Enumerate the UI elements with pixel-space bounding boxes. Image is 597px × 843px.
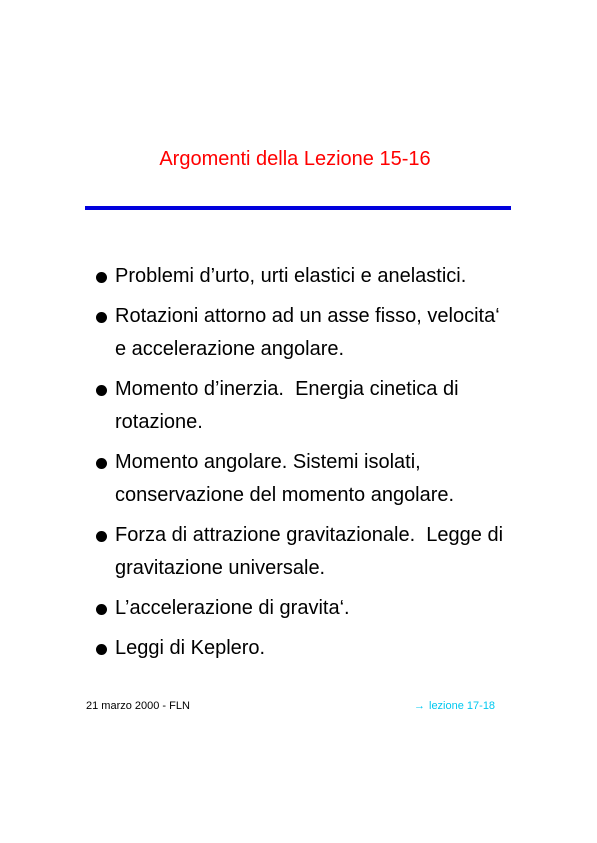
bullet-icon	[96, 312, 107, 323]
topic-item	[96, 632, 536, 665]
topic-item	[96, 373, 536, 439]
bullet-icon	[96, 272, 107, 283]
topic-line: gravitazione universale.	[115, 557, 326, 579]
bullet-icon	[96, 644, 107, 655]
topic-list	[96, 260, 536, 672]
topic-item	[96, 592, 536, 625]
topic-item	[96, 519, 536, 585]
topic-line: e accelerazione angolare.	[115, 338, 345, 360]
topic-line: Leggi di Keplero.	[115, 637, 266, 659]
topic-line: Rotazioni attorno ad un asse fisso, velocita‘	[115, 305, 500, 327]
topic-line: Momento d’inerzia. Energia cinetica di	[115, 378, 459, 400]
title-divider	[85, 206, 511, 210]
topic-line: conservazione del momento angolare.	[115, 484, 455, 506]
topic-line: Problemi d’urto, urti elastici e anelastici.	[115, 265, 467, 287]
topic-item	[96, 446, 536, 512]
next-lesson-label: lezione 17-18	[429, 700, 496, 712]
bullet-icon	[96, 531, 107, 542]
topic-line: L’accelerazione di gravita‘.	[115, 597, 350, 619]
bullet-icon	[96, 385, 107, 396]
right-arrow-icon: →	[414, 700, 425, 712]
topic-line: Momento angolare. Sistemi isolati,	[115, 451, 421, 473]
slide-title: Argomenti della Lezione 15-16	[159, 148, 431, 170]
topic-line: rotazione.	[115, 411, 203, 433]
bullet-icon	[96, 458, 107, 469]
topic-item	[96, 300, 536, 366]
footer-date-author: 21 marzo 2000 - FLN	[86, 700, 190, 712]
next-lesson-link[interactable]	[414, 700, 495, 712]
bullet-icon	[96, 604, 107, 615]
topic-item	[96, 260, 536, 293]
topic-line: Forza di attrazione gravitazionale. Legge di	[115, 524, 504, 546]
